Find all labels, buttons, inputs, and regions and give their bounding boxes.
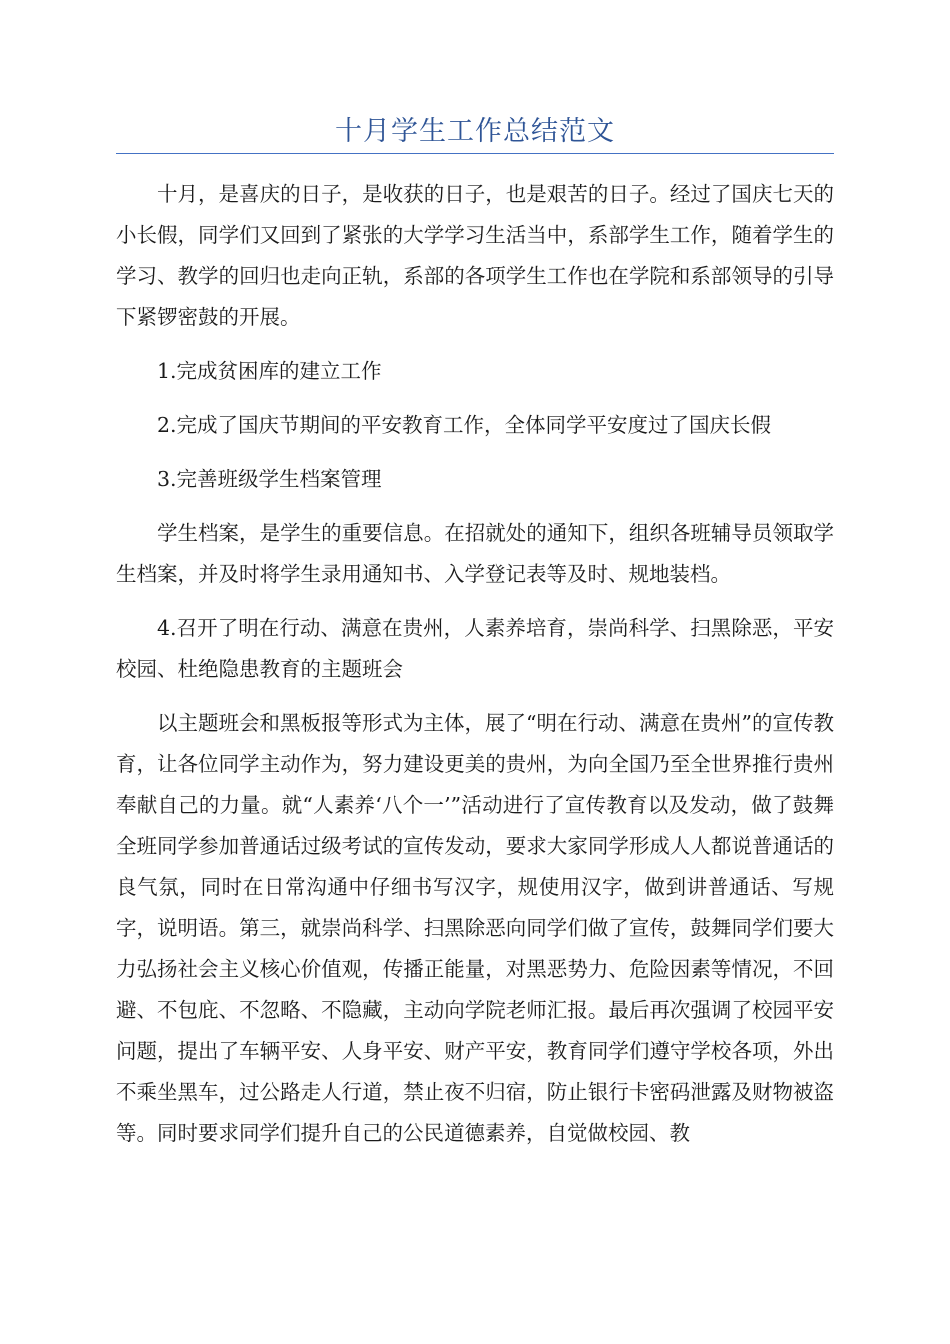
intro-paragraph: 十月，是喜庆的日子，是收获的日子，也是艰苦的日子。经过了国庆七天的小长假，同学们又回到了紧张的大学学习生活当中，系部学生工作，随着学生的学习、教学的回归也走向正轨，系部的各项学生工作也在学院和系部领导的引导下紧锣密鼓的开展。: [116, 182, 834, 329]
list-item-3: 3.完善班级学生档案管理: [157, 467, 382, 491]
document-title: 十月学生工作总结范文: [335, 116, 615, 147]
list-item-4: 4.召开了明在行动、满意在贵州，人素养培育，崇尚科学、扫黑除恶，平安校园、杜绝隐患教育的主题班会: [116, 616, 834, 681]
archive-paragraph: 学生档案，是学生的重要信息。在招就处的通知下，组织各班辅导员领取学生档案，并及时将学生录用通知书、入学登记表等及时、规地装档。: [116, 521, 834, 586]
title-underline: [116, 153, 834, 154]
document-body: [116, 174, 834, 1167]
theme-meeting-paragraph: 以主题班会和黑板报等形式为主体，展了“明在行动、满意在贵州”的宣传教育，让各位同学主动作为，努力建设更美的贵州，为向全国乃至全世界推行贵州奉献自己的力量。就“人素养‘八个一’”活动进行了宣传教育以及发动，做了鼓舞全班同学参加普通话过级考试的宣传发动，要求大家同学形成人人都说普通话的良气氛，同时在日常沟通中仔细书写汉字，规使用汉字，做到讲普通话、写规字，说明语。第三，就崇尚科学、扫黑除恶向同学们做了宣传，鼓舞同学们要大力弘扬社会主义核心价值观，传播正能量，对黑恶势力、危险因素等情况，不回避、不包庇、不忽略、不隐藏，主动向学院老师汇报。最后再次强调了校园平安问题，提出了车辆平安、人身平安、财产平安，教育同学们遵守学校各项，外出不乘坐黑车，过公路走人行道，禁止夜不归宿，防止银行卡密码泄露及财物被盗等。同时要求同学们提升自己的公民道德素养，自觉做校园、教: [116, 711, 834, 1145]
list-item-2: 2.完成了国庆节期间的平安教育工作，全体同学平安度过了国庆长假: [157, 413, 772, 437]
list-item-1: 1.完成贫困库的建立工作: [157, 359, 382, 383]
